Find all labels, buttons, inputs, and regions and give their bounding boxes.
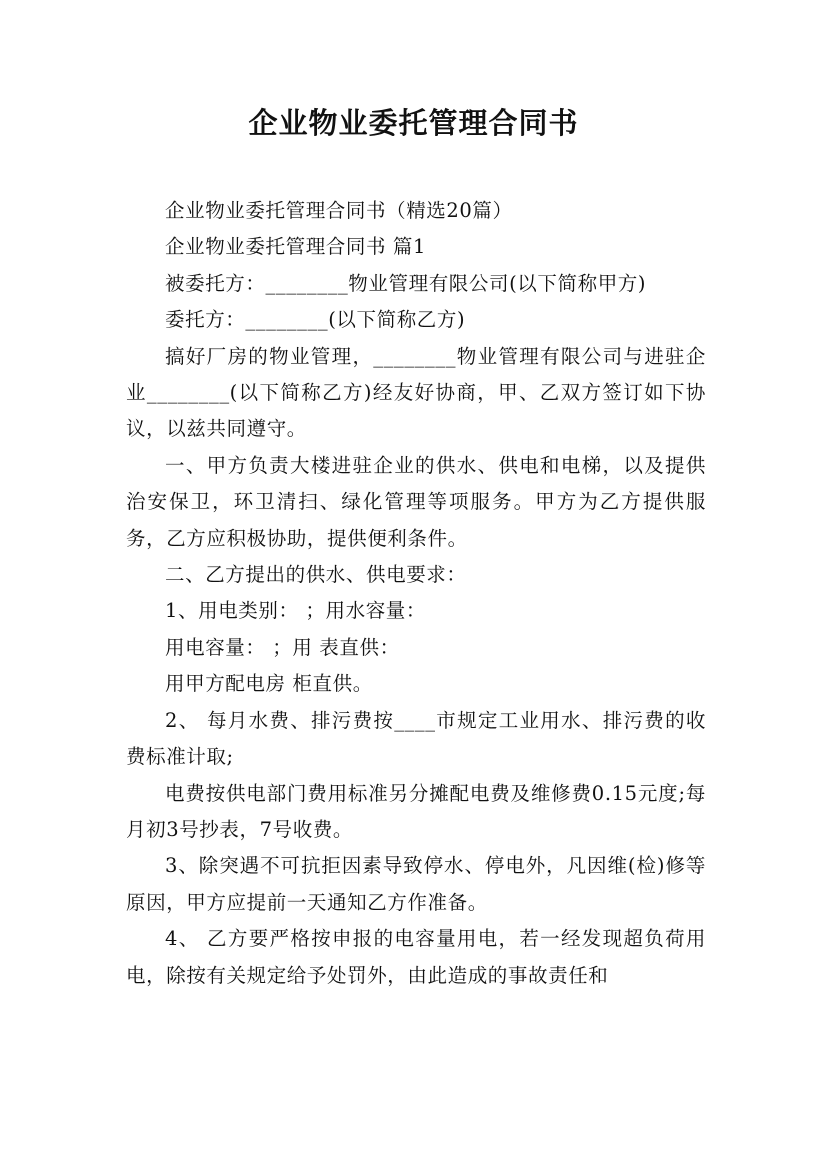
- paragraph: 4、 乙方要严格按申报的电容量用电，若一经发现超负荷用电，除按有关规定给予处罚外，由此造成的事故责任和: [126, 927, 706, 987]
- document-title: 企业物业委托管理合同书: [248, 106, 579, 140]
- paragraph: 委托方：________(以下简称乙方): [165, 308, 466, 332]
- document-body: [126, 193, 706, 994]
- paragraph: 用甲方配电房 柜直供。: [165, 672, 373, 696]
- paragraph: 搞好厂房的物业管理，________物业管理有限公司与进驻企业________(以下简称乙方)经友好协商，甲、乙双方签订如下协议，以兹共同遵守。: [126, 344, 706, 441]
- paragraph: 企业物业委托管理合同书 篇1: [165, 235, 427, 259]
- paragraph: 二、乙方提出的供水、供电要求：: [165, 563, 467, 587]
- paragraph: 被委托方：________物业管理有限公司(以下简称甲方): [165, 271, 647, 295]
- paragraph: 企业物业委托管理合同书（精选20篇）: [165, 199, 513, 222]
- paragraph: 用电容量： ；用 表直供：: [165, 635, 400, 659]
- paragraph: 2、 每月水费、排污费按____市规定工业用水、排污费的收费标准计取;: [126, 708, 706, 769]
- paragraph: 一、甲方负责大楼进驻企业的供水、供电和电梯，以及提供治安保卫，环卫清扫、绿化管理等项服务。甲方为乙方提供服务，乙方应积极协助，提供便利条件。: [126, 453, 706, 550]
- paragraph: 3、除突遇不可抗拒因素导致停水、停电外，凡因维(检)修等原因，甲方应提前一天通知乙方作准备。: [126, 854, 706, 914]
- paragraph: 电费按供电部门费用标准另分摊配电费及维修费0.15元度;每月初3号抄表，7号收费。: [126, 781, 706, 841]
- paragraph: 1、用电类别： ；用水容量：: [165, 599, 427, 623]
